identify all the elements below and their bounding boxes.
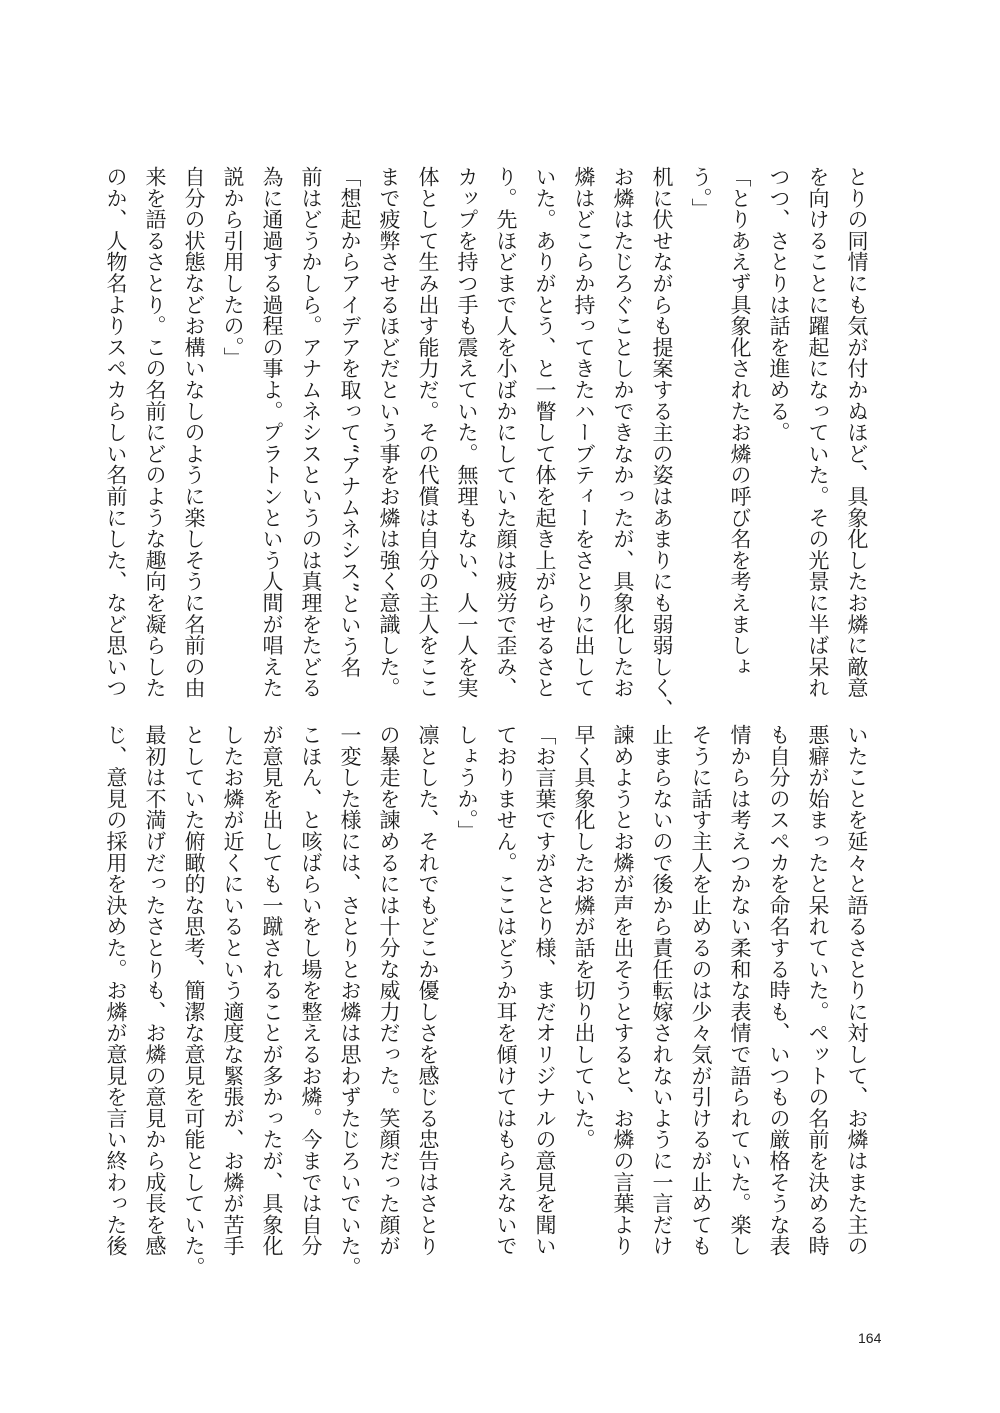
text-column: 説から引用したの。」: [221, 166, 245, 369]
text-column: 机に伏せながらも提案する主の姿はあまりにも弱弱しく、: [650, 166, 674, 720]
text-column: じ、意見の採用を決めた。お燐が意見を言い終わった後: [104, 724, 128, 1257]
text-column: 情からは考えつかない柔和な表情で語られていた。楽し: [728, 724, 752, 1257]
text-column: としていた俯瞰的な思考、簡潔な意見を可能としていた。: [182, 724, 206, 1278]
text-column: こほん、と咳ばらいをし場を整えるお燐。今までは自分: [299, 724, 323, 1257]
text-column: 凛とした、それでもどこか優しさを感じる忠告はさとり: [416, 724, 440, 1257]
text-column: 最初は不満げだったさとりも、お燐の意見から成長を感: [143, 724, 167, 1257]
text-column: いたことを延々と語るさとりに対して、お燐はまた主の: [845, 724, 869, 1257]
text-column: 一変した様には、さとりとお燐は思わずたじろいでいた。: [338, 724, 362, 1278]
text-column: したお燐が近くにいるという適度な緊張が、お燐が苦手: [221, 724, 245, 1257]
text-column: 止まらないので後から責任転嫁されないように一言だけ: [650, 724, 674, 1257]
text-column: しょうか。」: [455, 724, 479, 842]
text-column: 悪癖が始まったと呆れていた。ペットの名前を決める時: [806, 724, 830, 1257]
text-column: いた。ありがとう、と一瞥して体を起き上がらせるさと: [533, 166, 557, 699]
text-block-top: [96, 166, 876, 720]
text-column: カップを持つ手も震えていた。無理もない、人一人を実: [455, 166, 479, 699]
text-column: とりの同情にも気が付かぬほど、具象化したお燐に敵意: [845, 166, 869, 699]
text-column: を向けることに躍起になっていた。その光景に半ば呆れ: [806, 166, 830, 699]
text-column: 「とりあえず具象化されたお燐の呼び名を考えましょ: [728, 166, 752, 678]
text-column: そうに話す主人を止めるのは少々気が引けるが止めても: [689, 724, 713, 1257]
text-column: まで疲弊させるほどだという事をお燐は強く意識した。: [377, 166, 401, 699]
text-column: 諫めようとお燐が声を出そうとすると、お燐の言葉より: [611, 724, 635, 1257]
text-column: も自分のスペカを命名する時も、いつもの厳格そうな表: [767, 724, 791, 1257]
text-column: お燐はたじろぐことしかできなかったが、具象化したお: [611, 166, 635, 699]
text-column: 自分の状態などお構いなしのように楽しそうに名前の由: [182, 166, 206, 699]
text-column: 為に通過する過程の事よ。プラトンという人間が唱えた: [260, 166, 284, 699]
text-column: 体として生み出す能力だ。その代償は自分の主人をここ: [416, 166, 440, 699]
text-column: 来を語るさとり。この名前にどのような趣向を凝らした: [143, 166, 167, 699]
text-column: り。先ほどまで人を小ばかにしていた顔は疲労で歪み、: [494, 166, 518, 699]
text-column: の暴走を諫めるには十分な威力だった。笑顔だった顔が: [377, 724, 401, 1257]
text-column: 「想起からアイデアを取って“アナムネシス”という名: [338, 166, 362, 678]
text-column: のか、人物名よりスペカらしい名前にした、など思いつ: [104, 166, 128, 699]
text-column: 「お言葉ですがさとり様、まだオリジナルの意見を聞い: [533, 724, 557, 1257]
text-column: 燐はどこらか持ってきたハーブティーをさとりに出して: [572, 166, 596, 699]
text-column: う。」: [689, 166, 713, 220]
text-column: が意見を出しても一蹴されることが多かったが、具象化: [260, 724, 284, 1257]
text-column: 前はどうかしら。アナムネシスというのは真理をたどる: [299, 166, 323, 699]
text-column: ておりません。ここはどうか耳を傾けてはもらえないで: [494, 724, 518, 1257]
text-block-bottom: [96, 724, 876, 1278]
text-column: つつ、さとりは話を進める。: [767, 166, 791, 443]
page-number: 164: [858, 1330, 882, 1346]
text-column: 早く具象化したお燐が話を切り出していた。: [572, 724, 596, 1150]
